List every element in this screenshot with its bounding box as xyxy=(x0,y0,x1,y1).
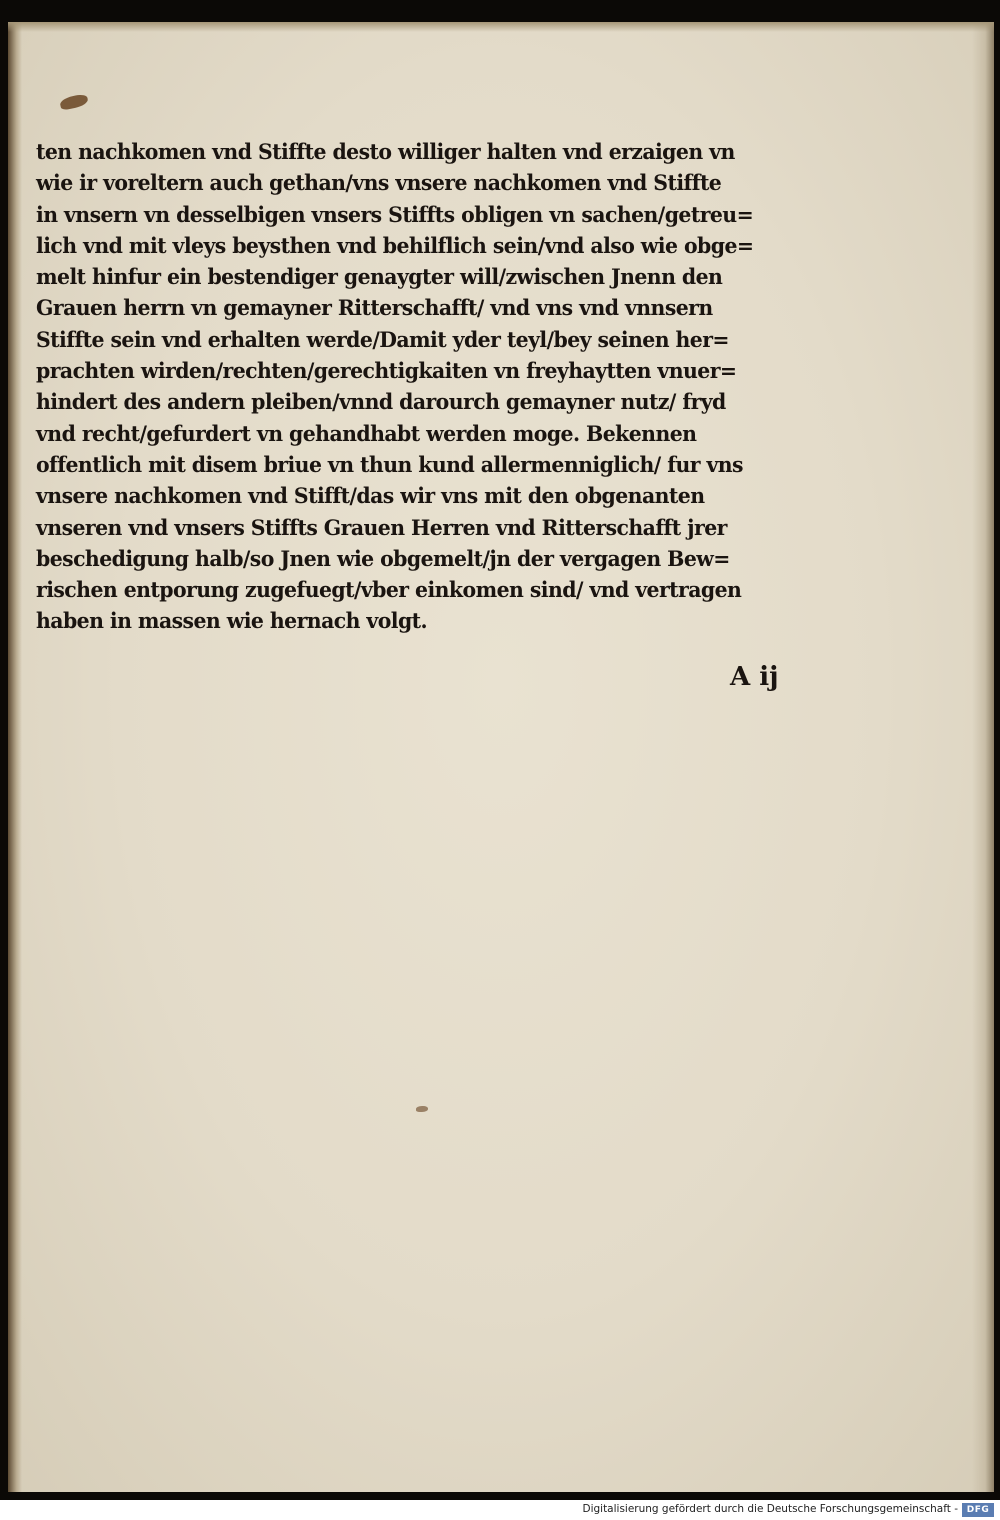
text-line: rischen entporung zugefuegt/vber einkomen sind/ vnd vertragen xyxy=(36,578,742,604)
page-gutter-shadow xyxy=(8,22,22,1492)
text-line: beschedigung halb/so Jnen wie obgemelt/jn der vergagen Bew= xyxy=(36,546,730,572)
text-line: lich vnd mit vleys beysthen vnd behilflich sein/vnd also wie obge= xyxy=(36,233,754,259)
ink-stain xyxy=(416,1106,428,1112)
page-edge-shadow xyxy=(972,22,994,1492)
text-line: wie ir voreltern auch gethan/vns vnsere nachkomen vnd Stiffte xyxy=(36,171,722,197)
text-line: ten nachkomen vnd Stiffte desto williger halten vnd erzaigen vn xyxy=(36,140,735,165)
text-line: offentlich mit disem briue vn thun kund allermenniglich/ fur vns xyxy=(36,452,743,478)
signature-mark: A ij xyxy=(730,662,779,692)
text-line: in vnsern vn desselbigen vnsers Stiffts obligen vn sachen/getreu= xyxy=(36,202,754,228)
text-line: haben in massen wie hernach volgt. xyxy=(36,609,428,635)
book-page xyxy=(8,22,994,1492)
text-line: hindert des andern pleiben/vnnd darourch gemayner nutz/ fryd xyxy=(36,390,726,416)
text-line: vnd recht/gefurdert vn gehandhabt werden moge. Bekennen xyxy=(36,421,697,447)
footer-bar xyxy=(0,1500,1000,1520)
text-line: Stiffte sein vnd erhalten werde/Damit yder teyl/bey seinen her= xyxy=(36,327,729,353)
ink-stain xyxy=(59,93,89,111)
page-top-shadow xyxy=(8,22,994,32)
text-line: Grauen herrn vn gemayner Ritterschafft/ vnd vns vnd vnnsern xyxy=(36,296,713,322)
dfg-logo: DFG xyxy=(962,1503,994,1517)
text-line: vnsere nachkomen vnd Stifft/das wir vns mit den obgenanten xyxy=(36,484,705,510)
text-block xyxy=(36,137,876,638)
text-line: melt hinfur ein bestendiger genaygter will/zwischen Jnenn den xyxy=(36,265,723,291)
text-line: vnseren vnd vnsers Stiffts Grauen Herren vnd Ritterschafft jrer xyxy=(36,515,727,541)
funding-credit: Digitalisierung gefördert durch die Deutsche Forschungsgemeinschaft - xyxy=(582,1503,958,1515)
text-line: prachten wirden/rechten/gerechtigkaiten vn freyhaytten vnuer= xyxy=(36,359,737,385)
